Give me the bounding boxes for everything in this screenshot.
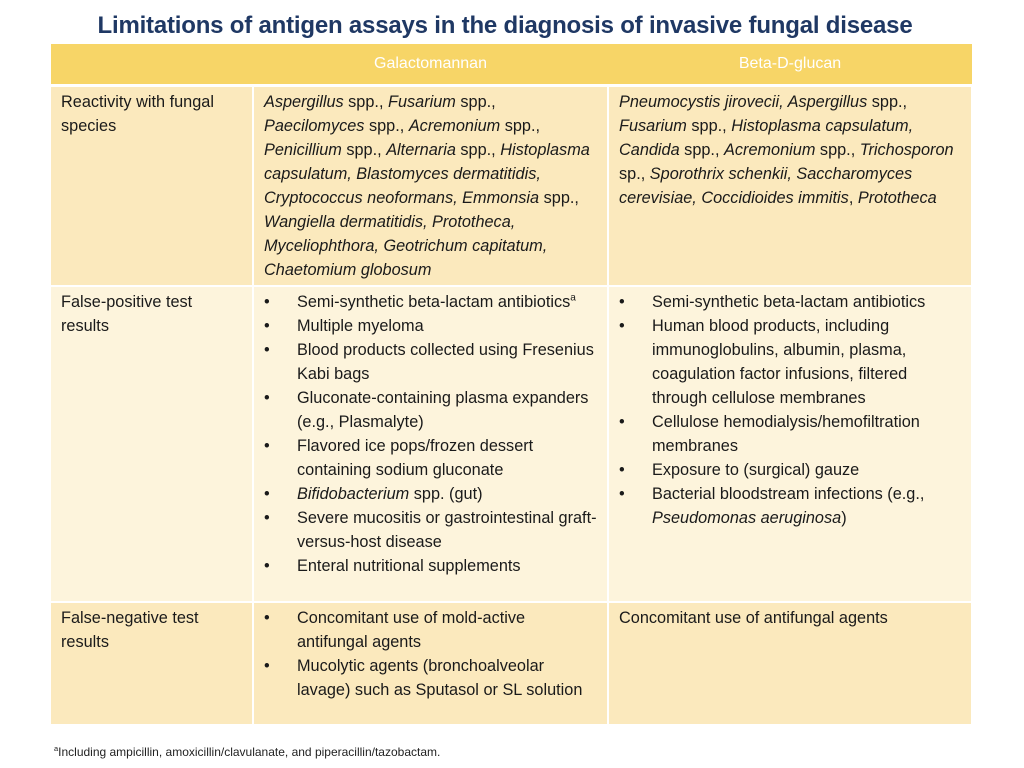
italic-text: Bifidobacterium: [297, 485, 410, 503]
text-run: Semi-synthetic beta-lactam antibiotics: [297, 293, 571, 311]
cell-galactomannan: [253, 86, 608, 287]
text-run: Flavored ice pops/frozen dessert containing sodium gluconate: [297, 437, 534, 479]
list-item: [264, 606, 599, 654]
text-run: Mucolytic agents (bronchoalveolar lavage) such as Sputasol or SL solution: [297, 657, 583, 699]
italic-text: Pseudomonas aeruginosa: [652, 509, 842, 527]
text-run: Bacterial bloodstream infections (e.g.,: [652, 485, 925, 503]
table-row: [51, 602, 972, 725]
text-run: spp.,: [341, 141, 387, 159]
row-label: Reactivity with fungal species: [51, 86, 253, 287]
text-run: sp.,: [619, 165, 650, 183]
text-run: Gluconate-containing plasma expanders (e.g., Plasmalyte): [297, 389, 589, 431]
cell-beta-d-glucan: [608, 602, 972, 725]
header-beta-d-glucan: Beta-D-glucan: [608, 44, 972, 86]
italic-text: Pneumocystis jirovecii, Aspergillus: [619, 93, 868, 111]
text-run: Cellulose hemodialysis/hemofiltration membranes: [652, 413, 920, 455]
bullet-list: [619, 290, 963, 530]
text-run: Enteral nutritional supplements: [297, 557, 521, 575]
list-item: [619, 410, 963, 458]
slide-title: Limitations of antigen assays in the diagnosis of invasive fungal disease: [97, 12, 913, 39]
italic-text: Histoplasma capsulatum, Blastomyces dermatitidis, Cryptococcus neoformans, Emmonsia: [264, 141, 590, 207]
list-item: [264, 506, 599, 554]
superscript-marker: a: [54, 744, 59, 753]
text-run: Severe mucositis or gastrointestinal graft-versus-host disease: [297, 509, 597, 551]
text-run: spp.,: [679, 141, 725, 159]
footnote: [54, 745, 440, 759]
superscript-marker: a: [570, 292, 576, 304]
text-run: spp.,: [455, 93, 496, 111]
row-label: False-positive test results: [51, 286, 253, 602]
text-run: spp.,: [343, 93, 388, 111]
text-run: Semi-synthetic beta-lactam antibiotics: [652, 293, 926, 311]
italic-text: Alternaria: [386, 141, 456, 159]
table-row: [51, 86, 972, 287]
bullet-list: [264, 290, 599, 578]
text-run: Exposure to (surgical) gauze: [652, 461, 860, 479]
text-run: Multiple myeloma: [297, 317, 424, 335]
cell-galactomannan: [253, 602, 608, 725]
header-blank: [51, 44, 253, 86]
list-item: [264, 386, 599, 434]
text-run: spp.,: [686, 117, 732, 135]
list-item: [619, 290, 963, 314]
text-run: spp.,: [364, 117, 409, 135]
text-run: spp.,: [867, 93, 908, 111]
italic-text: Prototheca: [857, 189, 937, 207]
list-item: [619, 458, 963, 482]
italic-text: Wangiella dermatitidis, Prototheca, Myceliophthora, Geotrichum capitatum, Chaetomium globosum: [264, 213, 548, 279]
antigen-assay-table: [51, 44, 973, 726]
italic-text: Paecilomyces: [264, 117, 365, 135]
text-run: ,: [848, 189, 858, 207]
text-run: spp.,: [455, 141, 501, 159]
list-item: [264, 654, 599, 702]
text-run: Concomitant use of antifungal agents: [619, 609, 888, 627]
cell-beta-d-glucan: [608, 286, 972, 602]
list-item: [264, 482, 599, 506]
list-item: [619, 482, 963, 530]
cell-beta-d-glucan: [608, 86, 972, 287]
list-item: [264, 314, 599, 338]
italic-text: Fusarium: [388, 93, 456, 111]
italic-text: Trichosporon: [859, 141, 954, 159]
text-run: ): [841, 509, 847, 527]
italic-text: Penicillium: [264, 141, 342, 159]
italic-text: Histoplasma capsulatum, Candida: [619, 117, 914, 159]
text-run: Concomitant use of mold-active antifungal agents: [297, 609, 526, 651]
list-item: [264, 338, 599, 386]
bullet-list: [264, 606, 599, 702]
text-run: spp.,: [539, 189, 579, 207]
cell-galactomannan: [253, 286, 608, 602]
italic-text: Aspergillus: [264, 93, 344, 111]
text-run: spp. (gut): [409, 485, 483, 503]
list-item: [619, 314, 963, 410]
text-run: Including ampicillin, amoxicillin/clavulanate, and piperacillin/tazobactam.: [58, 745, 441, 759]
list-item: [264, 434, 599, 482]
italic-text: Acremonium: [724, 141, 816, 159]
text-run: Blood products collected using Fresenius Kabi bags: [297, 341, 594, 383]
text-run: spp.,: [815, 141, 860, 159]
table-header-row: [51, 44, 972, 86]
italic-text: Acremonium: [408, 117, 501, 135]
list-item: [264, 554, 599, 578]
table-row: [51, 286, 972, 602]
text-run: Human blood products, including immunoglobulins, albumin, plasma, coagulation factor infusions, filtered through cellulose membranes: [652, 317, 908, 407]
italic-text: Sporothrix schenkii, Saccharomyces cerevisiae, Coccidioides immitis: [619, 165, 913, 207]
row-label: False-negative test results: [51, 602, 253, 725]
list-item: [264, 290, 599, 314]
header-galactomannan: Galactomannan: [253, 44, 608, 86]
italic-text: Fusarium: [619, 117, 687, 135]
text-run: spp.,: [500, 117, 541, 135]
